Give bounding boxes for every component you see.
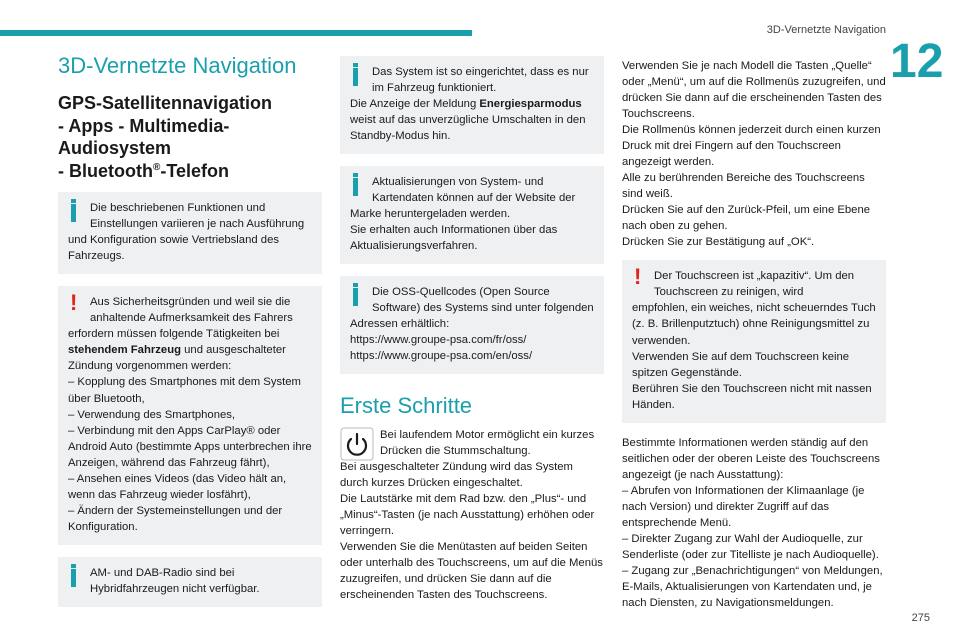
column-2 [340, 56, 604, 603]
box-text: Das System ist so eingerichtet, dass es nur im Fahrzeug funktioniert. [372, 66, 589, 95]
info-box [58, 192, 322, 274]
list-item: – Abrufen von Informationen der Klimaanlage (je nach Version) und direkter Zugriff auf das entsprechende Menü. [622, 484, 865, 529]
column-3 [622, 58, 886, 611]
list-item: – Ansehen eines Videos (das Video hält an, wenn das Fahrzeug wieder losfährt), [68, 472, 287, 501]
body-paragraph: Drücken Sie auf den Zurück-Pfeil, um eine Ebene nach oben zu gehen. [622, 204, 871, 233]
box-text: Sie erhalten auch Informationen über das Aktualisierungsverfahren. [350, 224, 558, 253]
heading-line: GPS-Satellitennavigation [58, 93, 273, 114]
page-number: 275 [911, 612, 930, 624]
box-text: Der Touchscreen ist „kapazitiv“. Um den Touchscreen zu reinigen, wird [654, 270, 855, 299]
box-text: Berühren Sie den Touchscreen nicht mit nassen Händen. [632, 382, 872, 411]
body-text [340, 459, 604, 603]
info-icon [353, 288, 358, 306]
body-text [622, 435, 886, 611]
heading-part: -Telefon [160, 160, 230, 181]
box-text: Adressen erhältlich: [350, 318, 450, 331]
heading-line: - Apps - Multimedia- [58, 115, 230, 136]
info-icon [353, 178, 358, 196]
list-item: – Kopplung des Smartphones mit dem System über Bluetooth, [68, 376, 301, 405]
box-text: Marke heruntergeladen werden. [350, 208, 511, 221]
registered-mark: ® [152, 161, 161, 173]
warning-box [58, 286, 322, 544]
box-text: Die beschriebenen Funktionen und Einstellungen variieren je nach Ausführung [90, 202, 305, 231]
text-span: Die Anzeige der Meldung [350, 98, 477, 111]
body-paragraph: Verwenden Sie die Menütasten auf beiden Seiten oder unterhalb des Touchscreens, um auf die Menüs zuzugreifen, und drücken Sie dann auf die erscheinenden Tasten des Touchscreens. [340, 540, 603, 601]
list-item: – Verwendung des Smartphones, [68, 408, 236, 421]
warning-box [622, 260, 886, 422]
chapter-number: 12 [890, 35, 944, 88]
info-icon [71, 569, 76, 587]
box-text: Aus Sicherheitsgründen und weil sie die anhaltende Aufmerksamkeit des Fahrers [90, 296, 293, 325]
box-text [350, 96, 594, 144]
bold-text: Energiesparmodus [479, 98, 582, 111]
list-item: – Direkter Zugang zur Wahl der Audioquelle, zur Senderliste (oder zur Titelliste je nach Audioquelle). [622, 532, 879, 561]
box-text: Die OSS-Quellcodes (Open Source Software) des Systems sind unter folgenden [372, 286, 594, 315]
list-item: – Zugang zur „Benachrichtigungen“ von Meldungen, E-Mails, Aktualisierungen von Kartendaten und, je nach Diensten, zu Navigationsmeldungen. [622, 564, 883, 609]
warning-icon: ! [70, 290, 78, 316]
text-span: erfordern müssen folgende Tätigkeiten bei [68, 328, 280, 341]
list-item: – Verbindung mit den Apps CarPlay® oder Android Auto (bestimmte Apps unterbrechen ihre Anzeigen, während das Fahrzeug fährt), [68, 424, 312, 469]
heading-part: - Bluetooth [58, 160, 153, 181]
info-box [340, 166, 604, 264]
url-text: https://www.groupe-psa.com/en/oss/ [350, 350, 533, 363]
warning-icon: ! [634, 264, 642, 290]
info-box [58, 557, 322, 607]
section-title: Erste Schritte [340, 393, 473, 419]
box-text: AM- und DAB-Radio sind bei Hybridfahrzeugen nicht verfügbar. [90, 566, 260, 595]
info-box [340, 56, 604, 154]
bold-text: stehendem Fahrzeug [68, 344, 181, 357]
heading-line: Audiosystem [58, 138, 172, 159]
top-accent-bar [0, 30, 472, 36]
box-text: Verwenden Sie auf dem Touchscreen keine spitzen Gegenstände. [632, 350, 850, 379]
body-paragraph: Verwenden Sie je nach Modell die Tasten „Quelle“ oder „Menü“, um auf die Rollmenüs zuzugreifen, und drücken Sie dann auf die erscheinenden Tasten des Touchscreens. [622, 60, 886, 121]
body-paragraph: Die Lautstärke mit dem Rad bzw. den „Plus“- und „Minus“-Tasten (je nach Ausstattung) erhöhen oder verringern. [340, 492, 595, 537]
body-paragraph: Bei ausgeschalteter Zündung wird das System durch kurzes Drücken eingeschaltet. [340, 460, 573, 489]
column-1 [58, 50, 322, 619]
running-header: 3D-Vernetzte Navigation [766, 24, 886, 36]
power-instruction [340, 427, 604, 459]
section-heading [58, 92, 322, 182]
page-title: 3D-Vernetzte Navigation [58, 53, 297, 78]
power-button-icon [340, 427, 374, 461]
box-text: Aktualisierungen von System- und Kartendaten können auf der Website der [372, 176, 576, 205]
body-paragraph: Drücken Sie zur Bestätigung auf „OK“. [622, 236, 815, 249]
box-text [68, 326, 312, 374]
body-paragraph: Die Rollmenüs können jederzeit durch einen kurzen Druck mit drei Fingern auf den Touchscreen angezeigt werden. [622, 124, 881, 169]
info-icon [353, 68, 358, 86]
body-paragraph: Alle zu berührenden Bereiche des Touchscreens sind weiß. [622, 172, 865, 201]
url-text: https://www.groupe-psa.com/fr/oss/ [350, 334, 527, 347]
info-icon [71, 204, 76, 222]
box-text: und Konfiguration sowie Vertriebsland des Fahrzeugs. [68, 234, 280, 263]
list-item: – Ändern der Systemeinstellungen und der Konfiguration. [68, 504, 283, 533]
box-text: empfohlen, ein weiches, nicht scheuerndes Tuch (z. B. Brillenputztuch) ohne Reinigungsmittel zu verwenden. [632, 302, 876, 347]
text-span: weist auf das unverzügliche Umschalten in den Standby-Modus hin. [350, 114, 586, 143]
heading-line [58, 160, 322, 183]
text-span: und ausgeschalteter Zündung vorgenommen werden: [68, 344, 286, 373]
body-paragraph: Bei laufendem Motor ermöglicht ein kurzes Drücken die Stummschaltung. [380, 428, 595, 457]
info-box [340, 276, 604, 374]
body-text [622, 58, 886, 250]
body-paragraph: Bestimmte Informationen werden ständig auf den seitlichen oder der oberen Leiste des Touchscreens angezeigt (je nach Ausstattung): [622, 436, 880, 481]
